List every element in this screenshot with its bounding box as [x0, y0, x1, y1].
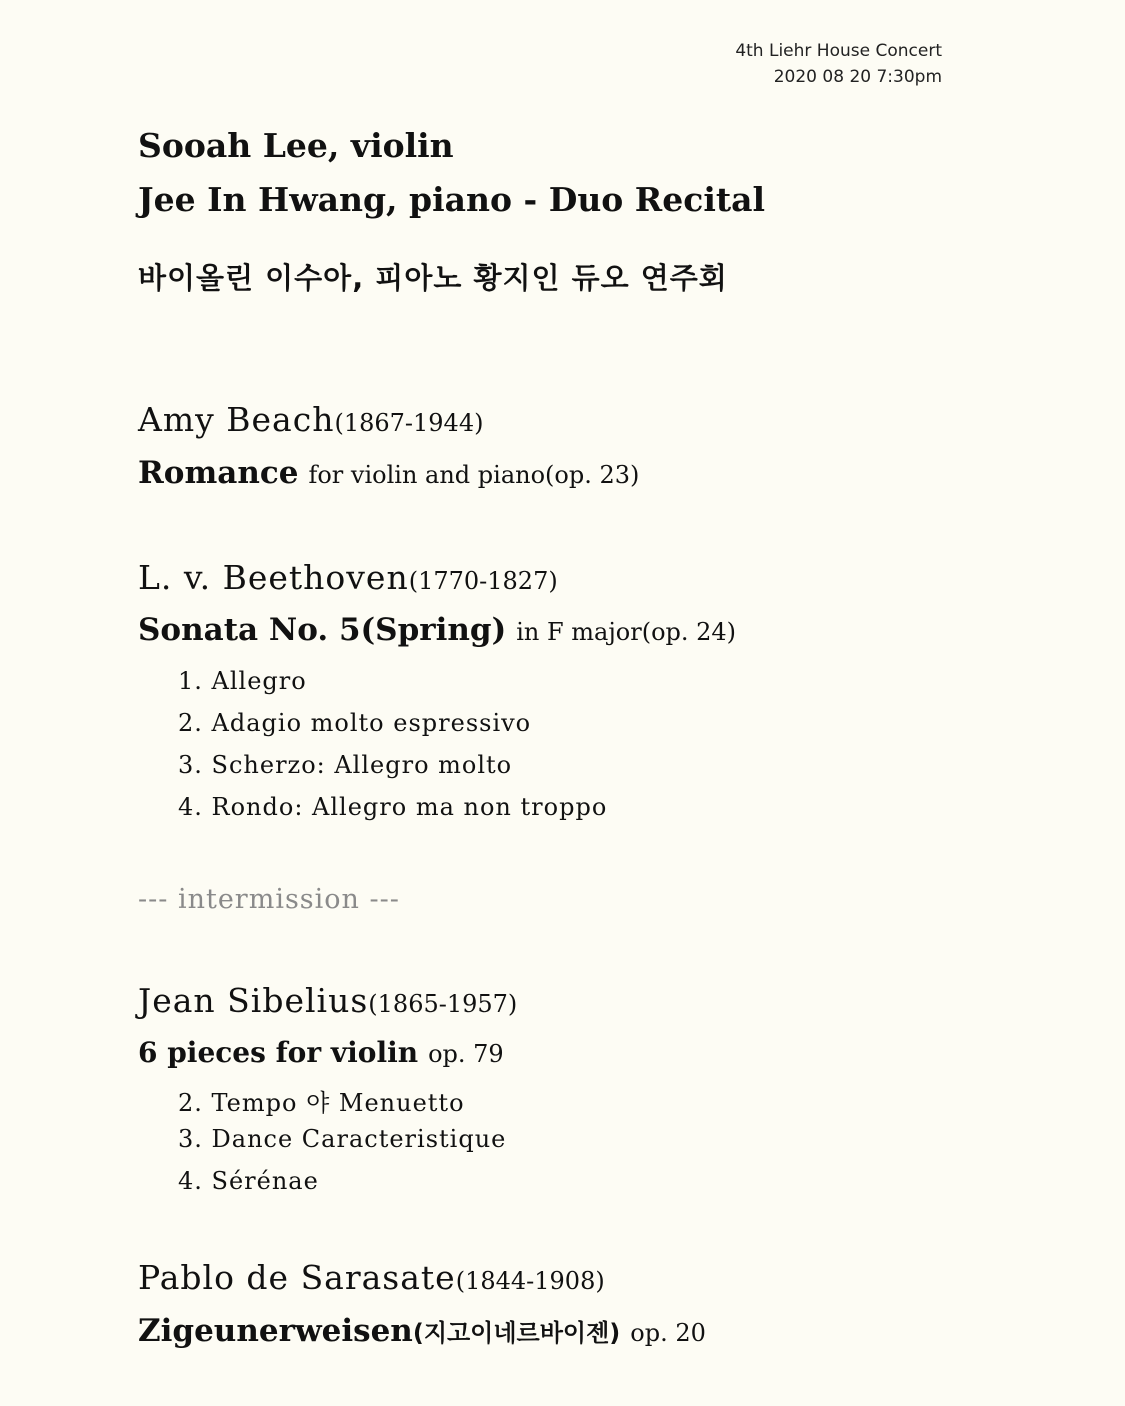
movement-item: 3. Scherzo: Allegro molto	[178, 751, 513, 779]
concert-info	[735, 38, 942, 90]
movement-item: 2. Tempo 야 Menuetto	[178, 1089, 465, 1117]
work-title: Sonata No. 5(Spring)	[138, 612, 507, 648]
work-detail: in F major(op. 24)	[516, 618, 737, 646]
movement-item: 1. Allegro	[178, 667, 307, 695]
movement-item: 4. Rondo: Allegro ma non troppo	[178, 793, 608, 821]
work-detail: op. 20	[630, 1319, 706, 1347]
work-title: Romance	[138, 455, 299, 491]
concert-datetime: 2020 08 20 7:30pm	[773, 67, 942, 87]
concert-name: 4th Liehr House Concert	[735, 41, 942, 61]
composer-name: L. v. Beethoven	[138, 558, 409, 597]
composer-beach	[138, 400, 483, 439]
work-beethoven	[138, 612, 736, 648]
movement-list-beethoven	[178, 667, 607, 835]
work-sibelius	[138, 1036, 504, 1069]
composer-years: (1844-1908)	[455, 1267, 605, 1295]
composer-name: Amy Beach	[138, 400, 335, 439]
composer-sarasate	[138, 1258, 605, 1297]
work-beach	[138, 455, 639, 491]
movement-item: 2. Adagio molto espressivo	[178, 709, 532, 737]
work-detail: op. 79	[428, 1040, 504, 1068]
composer-name: Pablo de Sarasate	[138, 1258, 456, 1297]
intermission-divider: --- intermission ---	[138, 884, 400, 915]
movement-list-sibelius	[178, 1083, 506, 1209]
title-korean: 바이올린 이수아, 피아노 황지인 듀오 연주회	[138, 261, 728, 295]
composer-beethoven	[138, 558, 558, 597]
composer-name: Jean Sibelius	[138, 981, 369, 1020]
work-sarasate	[138, 1313, 706, 1349]
composer-years: (1865-1957)	[368, 990, 518, 1018]
composer-sibelius	[138, 981, 517, 1020]
title-violinist: Sooah Lee, violin	[138, 126, 454, 165]
composer-years: (1770-1827)	[408, 567, 558, 595]
work-title: 6 pieces for violin	[138, 1036, 419, 1069]
movement-item: 4. Sérénae	[178, 1167, 319, 1195]
work-title: Zigeunerweisen	[138, 1313, 413, 1349]
title-pianist: Jee In Hwang, piano - Duo Recital	[138, 180, 766, 219]
composer-years: (1867-1944)	[334, 409, 484, 437]
work-detail: for violin and piano(op. 23)	[308, 461, 640, 489]
work-title-korean: (지고이네르바이젠)	[412, 1319, 621, 1347]
movement-item: 3. Dance Caracteristique	[178, 1125, 507, 1153]
